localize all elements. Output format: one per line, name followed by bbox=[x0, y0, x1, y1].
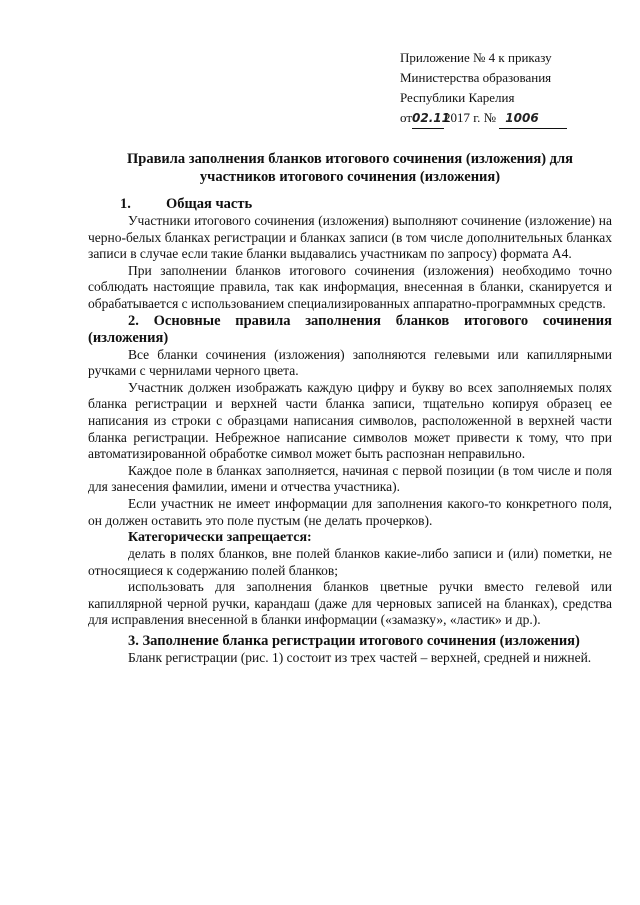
handwritten-number: 1006 bbox=[499, 108, 567, 129]
section-1-paragraph: При заполнении бланков итогового сочинения (изложения) необходимо точно соблюдать настоящие правила, так как информация, внесенная в бланки, сканируется и обрабатывается с использованием специализированных аппаратно-программных средств. bbox=[88, 262, 612, 311]
section-3-paragraph: Бланк регистрации (рис. 1) состоит из трех частей – верхней, средней и нижней. bbox=[128, 650, 592, 666]
prohibited-heading: Категорически запрещается: bbox=[128, 530, 312, 546]
section-1-heading bbox=[88, 196, 612, 213]
attachment-date-line bbox=[400, 108, 567, 129]
date-prefix: от bbox=[400, 110, 413, 125]
prohibited-item: использовать для заполнения бланков цветные ручки вместо гелевой или капиллярной черной ручки, карандаш (даже для черновых записей на бланках), средства для исправления внесенной в бланки информации («замазку», «ластик» и др.). bbox=[88, 579, 612, 628]
section-2-paragraph: Участник должен изображать каждую цифру и букву во всех заполняемых полях бланка регистрации и верхней части бланка записи, тщательно копируя образец ее написания из строки с образцами написания символов, расположенной в верхней части бланка регистрации. Небрежное написание символов может привести к тому, что при автоматизированной обработке символ может быть распознан неправильно. bbox=[88, 379, 612, 462]
document-title: Правила заполнения бланков итогового сочинения (изложения) для участников итогового сочинения (изложения) bbox=[127, 151, 573, 185]
section-2-paragraph: Все бланки сочинения (изложения) заполняются гелевыми или капиллярными ручками с чернилами черного цвета. bbox=[88, 346, 612, 379]
section-2-heading: 2. Основные правила заполнения бланков итогового сочинения (изложения) bbox=[88, 312, 612, 346]
number-prefix: № bbox=[483, 110, 497, 125]
section-1-number: 1. bbox=[120, 196, 131, 212]
prohibited-item: делать в полях бланков, вне полей бланков какие-либо записи и (или) пометки, не относящиеся к содержанию полей бланков; bbox=[88, 546, 612, 578]
section-2-paragraph: Каждое поле в бланках заполняется, начиная с первой позиции (в том числе и поля для занесения фамилии, имени и отчества участника). bbox=[88, 462, 612, 495]
attachment-line-2: Министерства образования bbox=[400, 70, 552, 85]
attachment-header bbox=[400, 48, 567, 129]
section-1-title: Общая часть bbox=[166, 196, 253, 212]
section-2-paragraph: Если участник не имеет информации для заполнения какого-то конкретного поля, он должен оставить это поле пустым (не делать прочерков). bbox=[88, 495, 612, 528]
attachment-line-1: Приложение № 4 к приказу bbox=[400, 50, 552, 65]
section-3-heading: 3. Заполнение бланка регистрации итогового сочинения (изложения) bbox=[128, 633, 580, 650]
date-suffix: 2017 г. bbox=[444, 110, 481, 125]
handwritten-date: 02.11 bbox=[412, 108, 444, 129]
document-body bbox=[88, 196, 612, 667]
section-1-paragraph: Участники итогового сочинения (изложения) выполняют сочинение (изложение) на черно-белых бланках регистрации и бланках записи (в том числе дополнительных бланках записи в случае если такие бланки выдавались участникам по запросу) формата А4. bbox=[88, 213, 612, 262]
attachment-line-3: Республики Карелия bbox=[400, 90, 515, 105]
